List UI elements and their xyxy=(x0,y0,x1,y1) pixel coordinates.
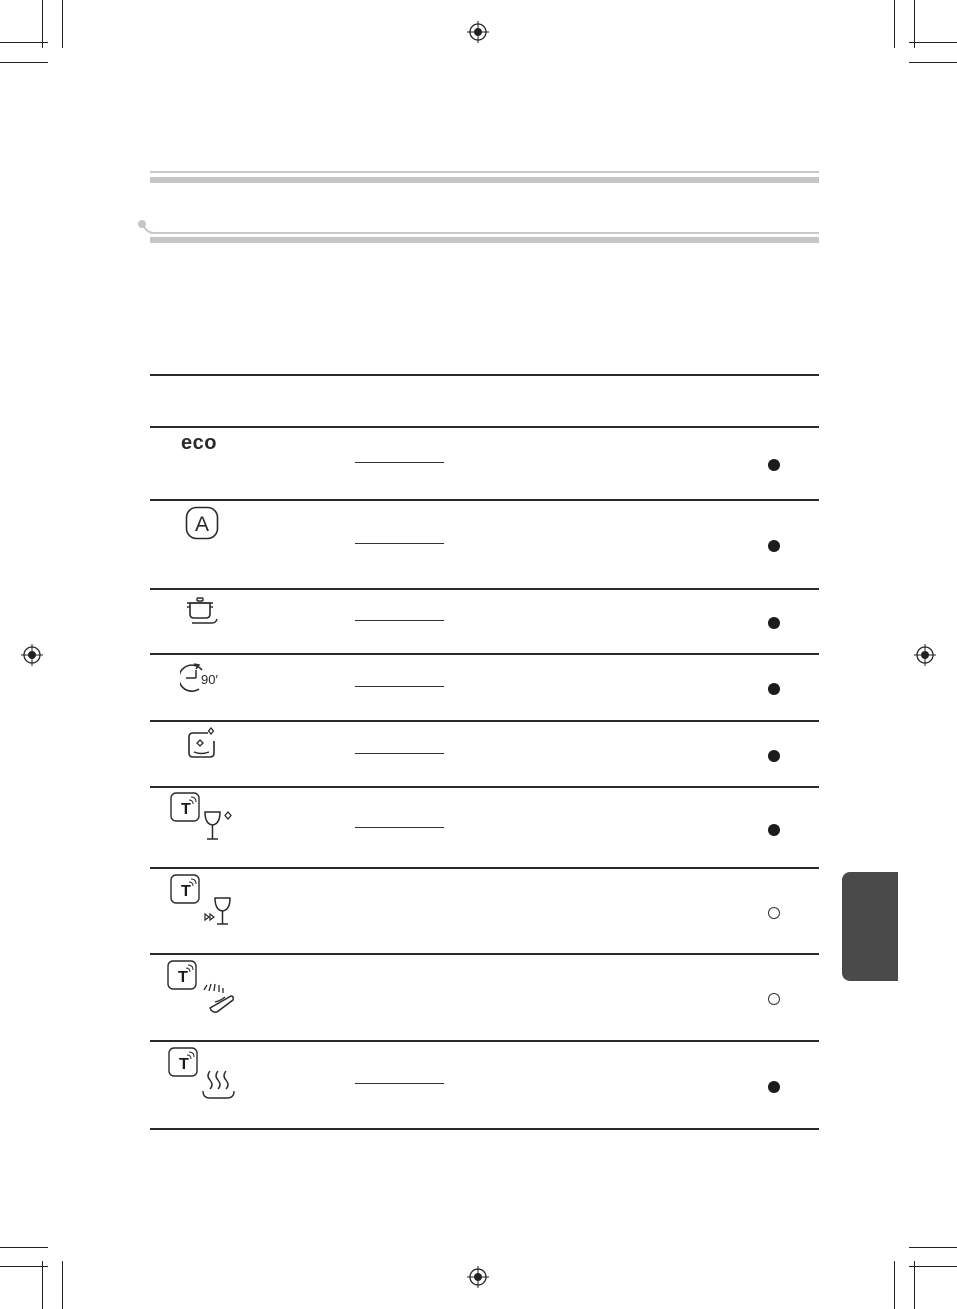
table-top-border xyxy=(150,374,819,376)
auto-icon xyxy=(185,506,219,540)
registration-mark-left-icon xyxy=(21,644,43,666)
availability-empty xyxy=(768,993,780,1005)
row-divider xyxy=(150,953,819,955)
registration-mark-top-icon xyxy=(467,21,489,43)
availability-empty xyxy=(768,907,780,919)
app-pre-rinse-icon xyxy=(167,960,239,1016)
value-blank xyxy=(355,827,444,828)
table-header-border xyxy=(150,426,819,428)
row-divider xyxy=(150,720,819,722)
value-blank xyxy=(355,1083,444,1084)
availability-filled xyxy=(768,750,780,762)
availability-filled xyxy=(768,683,780,695)
t-logo-text: T xyxy=(178,969,188,986)
app-dry-steam-icon xyxy=(168,1047,240,1103)
hygiene-sparkle-icon xyxy=(186,727,220,761)
value-blank xyxy=(355,686,444,687)
value-blank xyxy=(355,620,444,621)
quick-icon-label: 90′ xyxy=(201,672,218,687)
auto-icon-letter: A xyxy=(194,513,210,536)
t-logo-text: T xyxy=(179,1056,189,1073)
t-logo-text: T xyxy=(181,801,191,818)
row-divider xyxy=(150,786,819,788)
quick-90-icon xyxy=(180,660,224,694)
value-blank xyxy=(355,543,444,544)
row-divider xyxy=(150,867,819,869)
t-logo-text: T xyxy=(181,883,191,900)
availability-filled xyxy=(768,824,780,836)
chapter-tab-edge xyxy=(886,872,898,981)
row-divider xyxy=(150,588,819,590)
table-bottom-border xyxy=(150,1128,819,1130)
row-divider xyxy=(150,1040,819,1042)
availability-filled xyxy=(768,540,780,552)
value-blank xyxy=(355,462,444,463)
row-divider xyxy=(150,653,819,655)
availability-filled xyxy=(768,459,780,471)
availability-filled xyxy=(768,617,780,629)
intensive-pot-icon xyxy=(184,594,220,628)
app-glass-fast-icon xyxy=(170,874,234,928)
registration-mark-bottom-icon xyxy=(467,1266,489,1288)
row-divider xyxy=(150,499,819,501)
value-blank xyxy=(355,753,444,754)
availability-filled xyxy=(768,1081,780,1093)
eco-icon: eco xyxy=(181,432,217,454)
registration-mark-right-icon xyxy=(914,644,936,666)
app-glass-sparkle-icon xyxy=(170,792,234,842)
